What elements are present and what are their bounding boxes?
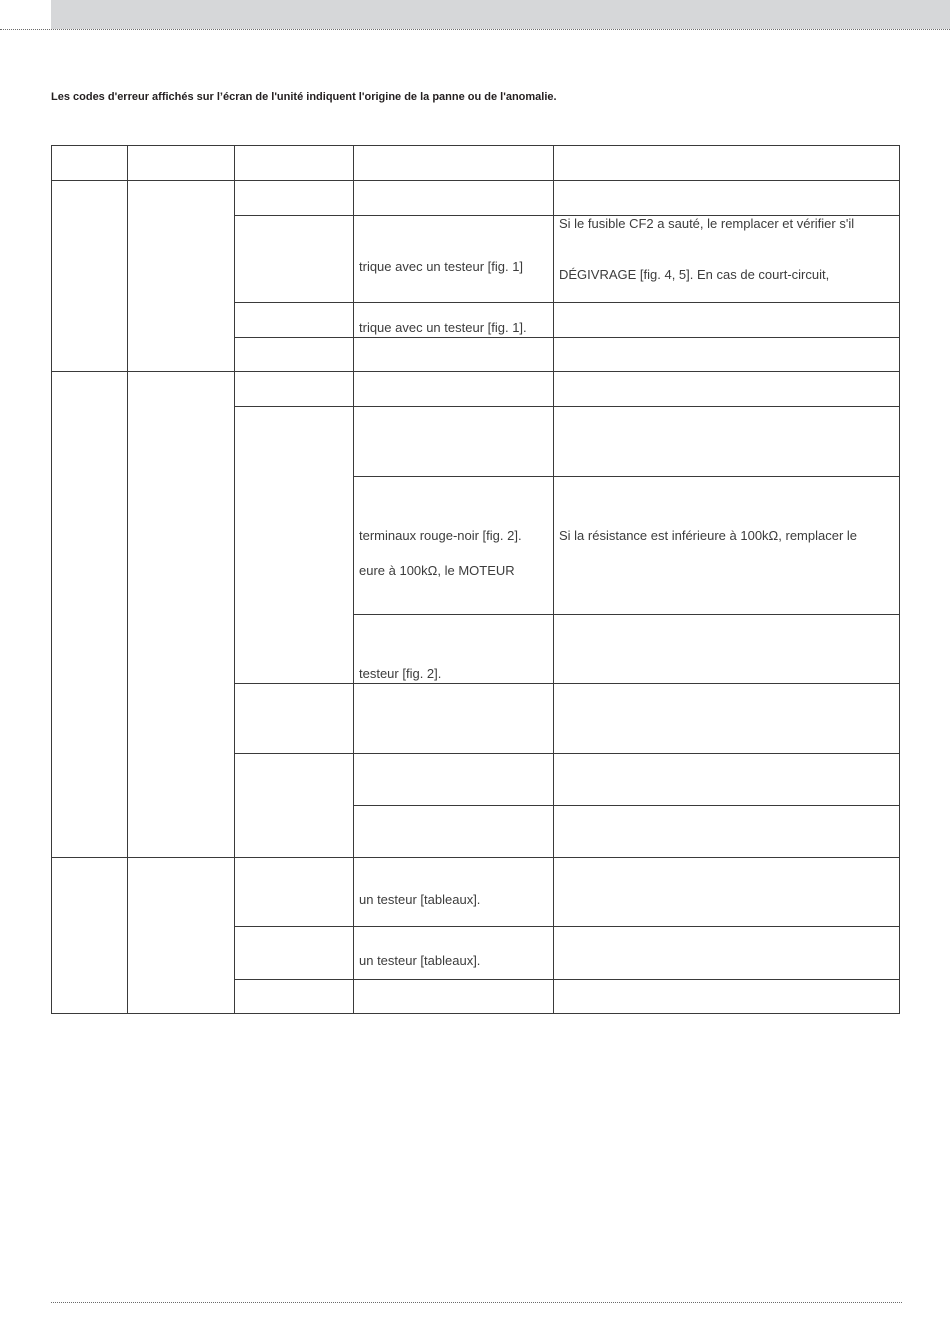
table-cell — [51, 180, 128, 372]
table-cell — [553, 683, 900, 754]
table-cell — [127, 180, 235, 372]
table-cell — [234, 683, 354, 754]
table-cell — [234, 215, 354, 303]
table-cell — [353, 753, 554, 806]
cell-text-tester-tables-1: un testeur [tableaux]. — [359, 892, 481, 907]
table-cell — [553, 857, 900, 927]
table-cell — [127, 371, 235, 858]
table-cell — [553, 926, 900, 980]
table-cell — [51, 371, 128, 858]
bottom-dotted-rule — [51, 1302, 902, 1303]
table-cell — [553, 337, 900, 372]
header-bar — [51, 0, 950, 29]
cell-text-resistance: eure à 100kΩ, le MOTEUR — [359, 563, 515, 578]
table-cell — [234, 337, 354, 372]
table-cell — [234, 180, 354, 216]
cell-text-fuse-solution-1: Si le fusible CF2 a sauté, le remplacer et vérifier s'il — [559, 216, 855, 231]
table-header-cell — [353, 145, 554, 181]
table-cell — [553, 371, 900, 407]
table-cell — [553, 979, 900, 1014]
table-cell — [553, 805, 900, 858]
table-header-cell — [51, 145, 128, 181]
table-cell — [353, 805, 554, 858]
cell-text-check-tester: trique avec un testeur [fig. 1]. — [359, 320, 527, 335]
table-cell — [353, 979, 554, 1014]
top-dotted-rule — [0, 29, 950, 30]
cell-text-check-fuse: trique avec un testeur [fig. 1] — [359, 259, 524, 274]
table-cell — [353, 337, 554, 372]
table-cell — [553, 180, 900, 216]
table-cell — [234, 926, 354, 980]
cell-text-resistance-solution: Si la résistance est inférieure à 100kΩ, remplacer le — [559, 528, 858, 543]
cell-text-tester-fig2: testeur [fig. 2]. — [359, 666, 442, 681]
cell-text-tester-tables-2: un testeur [tableaux]. — [359, 953, 481, 968]
table-cell — [353, 406, 554, 477]
table-cell — [353, 180, 554, 216]
cell-text-fuse-solution-2: DÉGIVRAGE [fig. 4, 5]. En cas de court-circuit, — [559, 267, 830, 282]
table-cell — [234, 302, 354, 338]
table-cell — [553, 614, 900, 684]
table-cell — [234, 371, 354, 407]
cell-text-terminals: terminaux rouge-noir [fig. 2]. — [359, 528, 522, 543]
table-cell — [553, 406, 900, 477]
table-cell — [353, 683, 554, 754]
table-cell — [234, 406, 354, 684]
table-cell — [234, 857, 354, 927]
table-header-cell — [234, 145, 354, 181]
table-cell — [553, 753, 900, 806]
table-cell — [553, 476, 900, 615]
table-cell — [234, 753, 354, 858]
table-cell — [353, 371, 554, 407]
table-cell — [553, 302, 900, 338]
table-cell — [353, 476, 554, 615]
table-cell — [127, 857, 235, 1014]
table-header-cell — [127, 145, 235, 181]
intro-text: Les codes d'erreur affichés sur l’écran de l'unité indiquent l'origine de la panne ou de l'anomalie. — [51, 91, 557, 103]
table-cell — [51, 857, 128, 1014]
table-cell — [234, 979, 354, 1014]
table-header-cell — [553, 145, 900, 181]
